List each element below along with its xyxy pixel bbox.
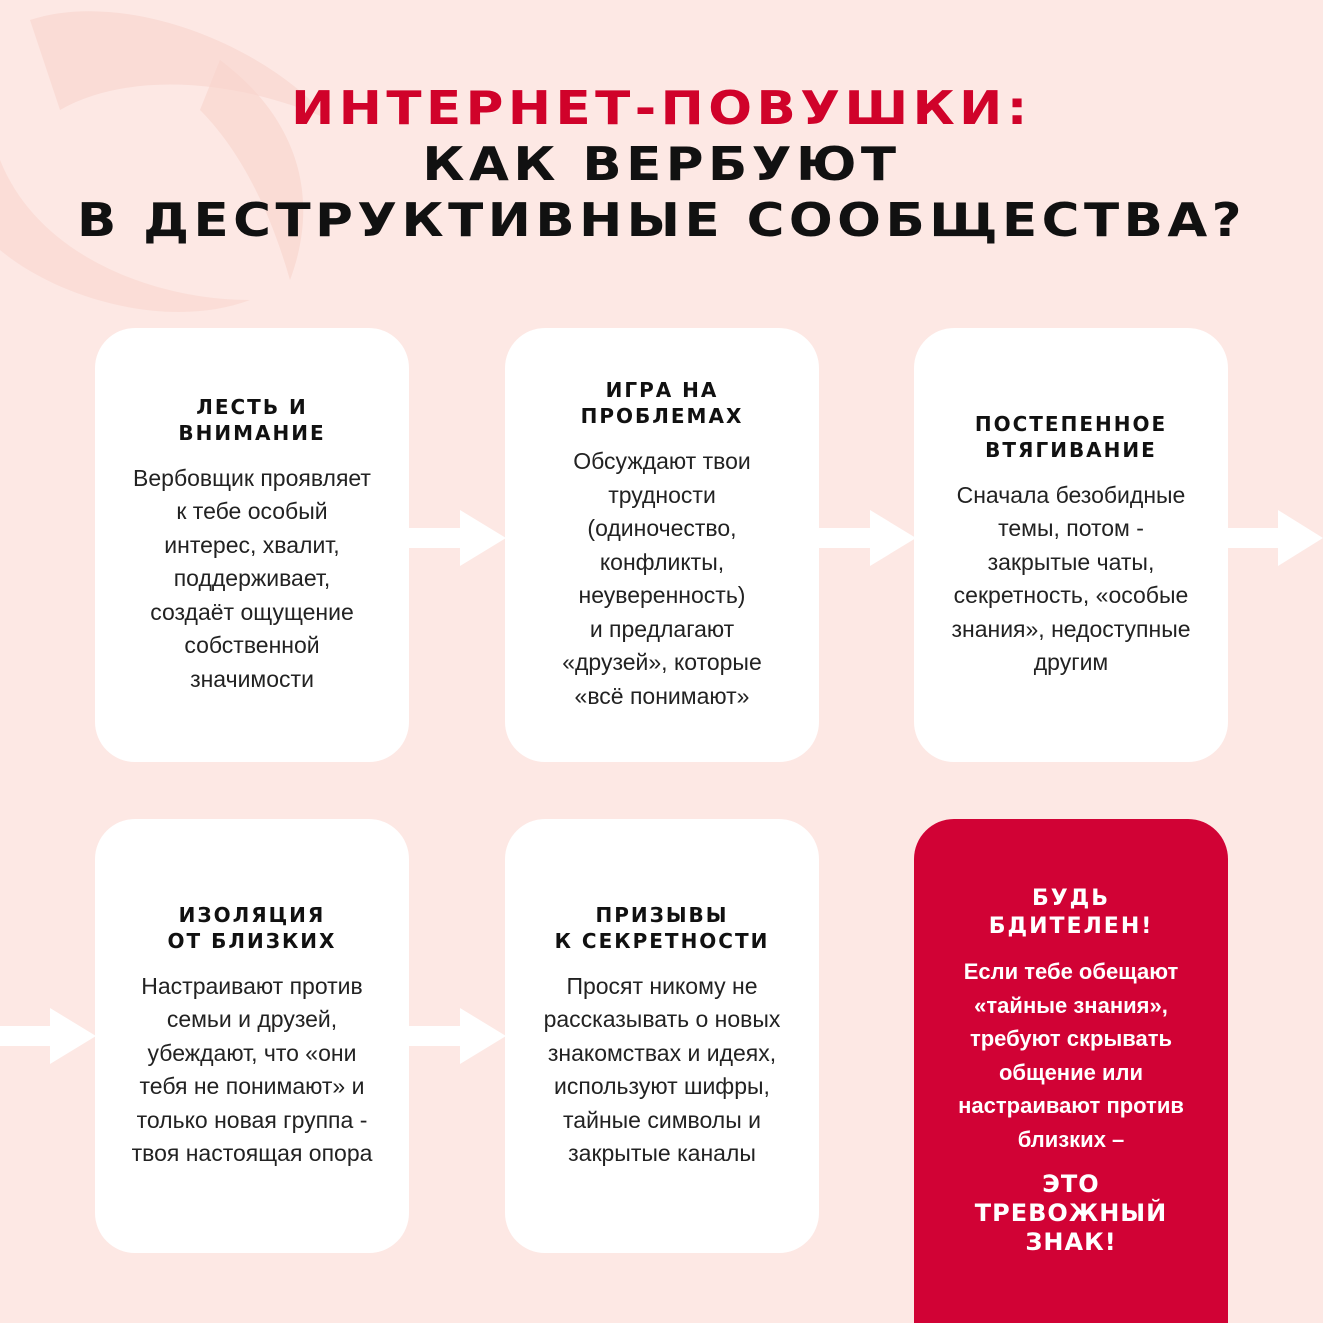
card-text: Настраивают против семьи и друзей, убеждают, что «они тебя не понимают» и только новая группа - твоя настоящая опора [131, 972, 373, 1166]
card-text: Обсуждают твои трудности (одиночество, конфликты, неуверенность) и предлагают «друзей», которые «всё понимают» [562, 448, 762, 709]
warning-alert: ЭТО ТРЕВОЖНЫЙ ЗНАК! [974, 1170, 1168, 1256]
title-line-1: ИНТЕРНЕТ-ПОВУШКИ: [291, 81, 1032, 135]
arrow-right-icon [408, 1008, 506, 1064]
card-text: Сначала безобидные темы, потом - закрытые чаты, секретность, «особые знания», недоступные другим [951, 481, 1191, 675]
page-title [0, 80, 1323, 248]
card-title: ИЗОЛЯЦИЯ ОТ БЛИЗКИХ [167, 902, 337, 953]
title-line-2: КАК ВЕРБУЮТ [422, 137, 901, 191]
card-title: ПРИЗЫВЫ К СЕКРЕТНОСТИ [554, 902, 770, 953]
card-gradual-involvement [914, 328, 1228, 762]
card-secrecy [505, 819, 819, 1253]
arrow-right-icon [0, 1008, 96, 1064]
warning-title: БУДЬ БДИТЕЛЕН! [988, 886, 1154, 939]
card-title: ПОСТЕПЕННОЕ ВТЯГИВАНИЕ [974, 411, 1168, 462]
card-problems [505, 328, 819, 762]
card-flattery [95, 328, 409, 762]
card-title: ИГРА НА ПРОБЛЕМАХ [580, 378, 744, 428]
arrow-right-icon [818, 510, 916, 566]
arrow-right-icon [1226, 510, 1323, 566]
card-warning [914, 819, 1228, 1323]
warning-text: Если тебе обещают «тайные знания», требуют скрывать общение или настраивают против близких – [958, 959, 1184, 1152]
card-title: ЛЕСТЬ И ВНИМАНИЕ [178, 394, 326, 445]
card-isolation [95, 819, 409, 1253]
card-text: Просят никому не рассказывать о новых знакомствах и идеях, используют шифры, тайные символы и закрытые каналы [543, 972, 781, 1166]
title-line-3: В ДЕСТРУКТИВНЫЕ СООБЩЕСТВА? [76, 193, 1247, 247]
arrow-right-icon [408, 510, 506, 566]
card-text: Вербовщик проявляет к тебе особый интерес, хвалит, поддерживает, создаёт ощущение собственной значимости [133, 464, 371, 692]
